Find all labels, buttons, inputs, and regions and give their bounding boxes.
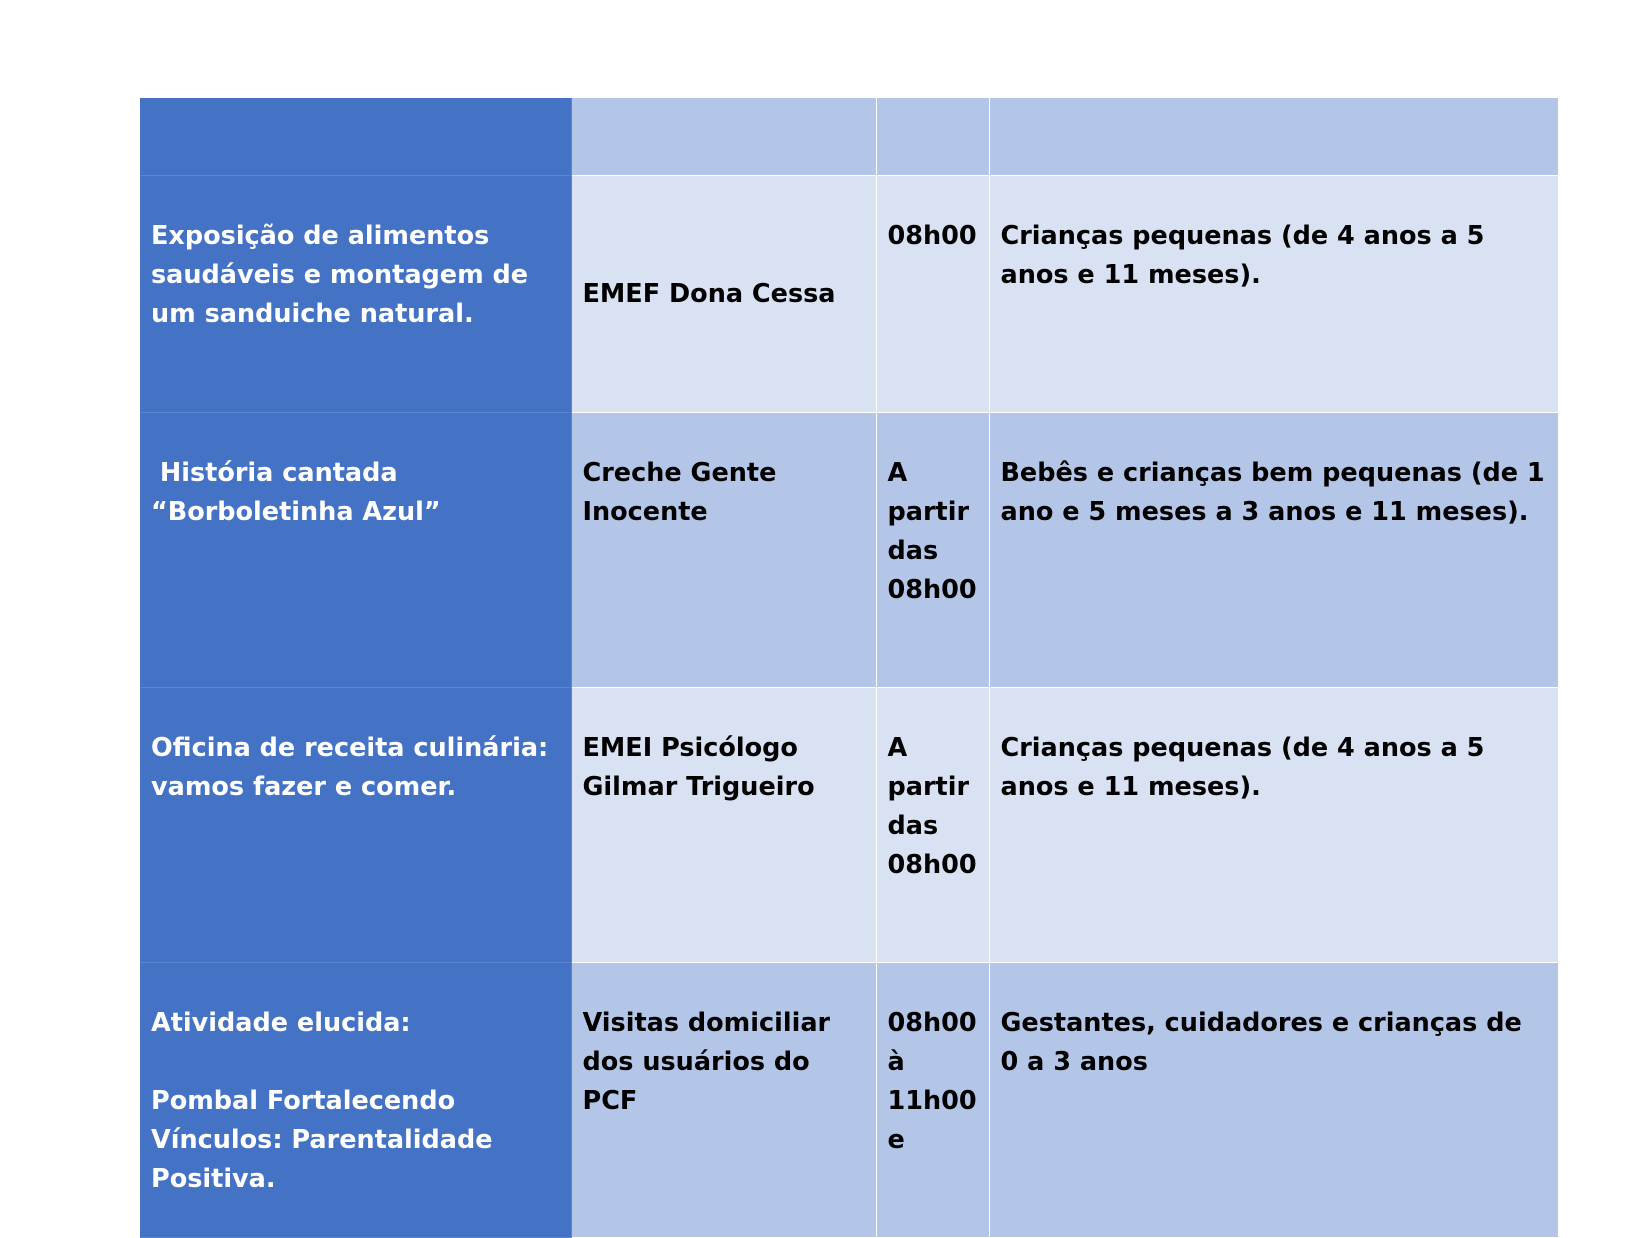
schedule-sheet xyxy=(140,98,1558,1238)
location-text: EMEF Dona Cessa xyxy=(582,278,836,309)
table-row xyxy=(140,176,1558,413)
table-row xyxy=(140,963,1558,1238)
time-text: 08h00 à 11h00 e xyxy=(887,1008,977,1155)
location-cell xyxy=(571,176,876,413)
header-cell-audience xyxy=(989,98,1558,176)
activity-text: Oficina de receita culinária: vamos fazer e comer. xyxy=(151,733,566,802)
time-cell xyxy=(876,963,989,1238)
audience-text: Crianças pequenas (de 4 anos a 5 anos e 11 meses). xyxy=(1000,733,1485,802)
schedule-table xyxy=(140,98,1559,1238)
header-cell-activity xyxy=(140,98,571,176)
activity-cell xyxy=(140,688,571,963)
time-text: 08h00 xyxy=(887,221,977,251)
location-cell xyxy=(571,963,876,1238)
time-cell xyxy=(876,688,989,963)
audience-text: Gestantes, cuidadores e crianças de 0 a 3 anos xyxy=(1000,1008,1522,1077)
header-cell-time xyxy=(876,98,989,176)
time-cell xyxy=(876,176,989,413)
table-header-row xyxy=(140,98,1558,176)
time-text: A partir das 08h00 xyxy=(887,733,977,880)
location-text: EMEI Psicólogo Gilmar Trigueiro xyxy=(582,733,815,802)
activity-title: Atividade elucida: xyxy=(151,1008,411,1038)
header-cell-location xyxy=(571,98,876,176)
time-text: A partir das 08h00 xyxy=(887,458,977,605)
location-cell xyxy=(571,413,876,688)
audience-text: Crianças pequenas (de 4 anos a 5 anos e 11 meses). xyxy=(1000,221,1485,290)
time-cell xyxy=(876,413,989,688)
location-cell xyxy=(571,688,876,963)
audience-cell xyxy=(989,963,1558,1238)
audience-cell xyxy=(989,413,1558,688)
activity-text: Exposição de alimentos saudáveis e montagem de um sanduiche natural. xyxy=(151,221,529,329)
audience-text: Bebês e crianças bem pequenas (de 1 ano e 5 meses a 3 anos e 11 meses). xyxy=(1000,458,1545,527)
audience-cell xyxy=(989,688,1558,963)
activity-subtitle: Pombal Fortalecendo Vínculos: Parentalidade Positiva. xyxy=(151,1086,493,1194)
table-row xyxy=(140,413,1558,688)
activity-cell xyxy=(140,963,571,1238)
activity-cell xyxy=(140,413,571,688)
activity-spacer xyxy=(151,1043,560,1082)
activity-text: História cantada “Borboletinha Azul” xyxy=(151,458,441,527)
location-text: Visitas domiciliar dos usuários do PCF xyxy=(582,1008,831,1116)
table-row xyxy=(140,688,1558,963)
location-text: Creche Gente Inocente xyxy=(582,458,777,527)
audience-cell xyxy=(989,176,1558,413)
activity-cell xyxy=(140,176,571,413)
